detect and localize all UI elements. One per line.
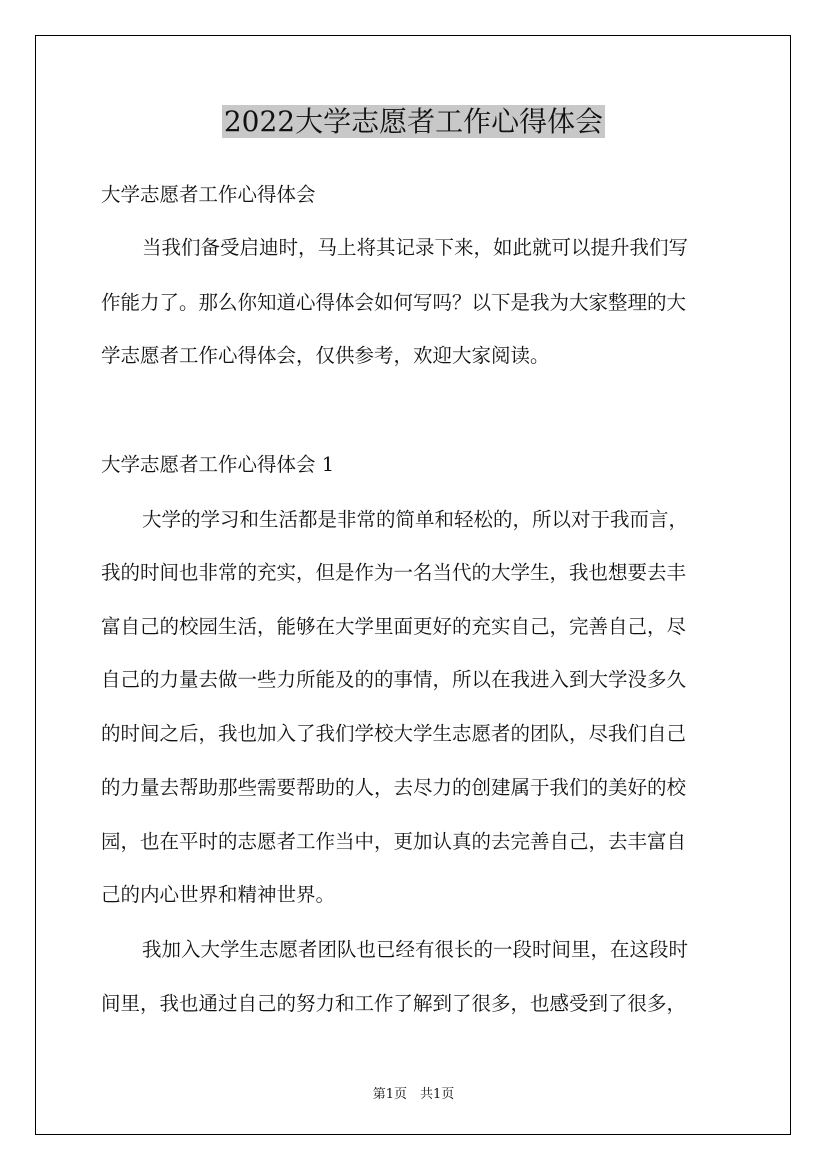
paragraph2-line-2: 间里，我也通过自己的努力和工作了解到了很多，也感受到了很多， [101,992,687,1015]
intro-line-1: 当我们备受启迪时，马上将其记录下来，如此就可以提升我们写 [142,236,689,259]
paragraph1-line-2: 我的时间也非常的充实，但是作为一名当代的大学生，我也想要去丰 [101,561,687,584]
intro-line-2: 作能力了。那么你知道心得体会如何写吗？以下是我为大家整理的大 [101,291,687,314]
intro-line-3: 学志愿者工作心得体会，仅供参考，欢迎大家阅读。 [101,344,550,367]
paragraph1-line-5: 的时间之后，我也加入了我们学校大学生志愿者的团队，尽我们自己 [101,722,687,745]
document-title: 2022大学志愿者工作心得体会 [223,105,604,138]
paragraph1-line-4: 自己的力量去做一些力所能及的的事情，所以在我进入到大学没多久 [101,668,687,691]
paragraph1-line-1: 大学的学习和生活都是非常的简单和轻松的，所以对于我而言， [142,508,689,531]
page-footer: 第1页 共1页 [372,1087,455,1102]
paragraph2-line-1: 我加入大学生志愿者团队也已经有很长的一段时间里，在这段时 [142,938,689,961]
section-heading: 大学志愿者工作心得体会 1 [101,453,335,476]
paragraph1-line-8: 己的内心世界和精神世界。 [101,883,336,906]
paragraph1-line-6: 的力量去帮助那些需要帮助的人，去尽力的创建属于我们的美好的校 [101,776,687,799]
subtitle: 大学志愿者工作心得体会 [101,183,316,206]
paragraph1-line-7: 园，也在平时的志愿者工作当中，更加认真的去完善自己，去丰富自 [101,830,687,853]
paragraph1-line-3: 富自己的校园生活，能够在大学里面更好的充实自己，完善自己，尽 [101,615,687,638]
